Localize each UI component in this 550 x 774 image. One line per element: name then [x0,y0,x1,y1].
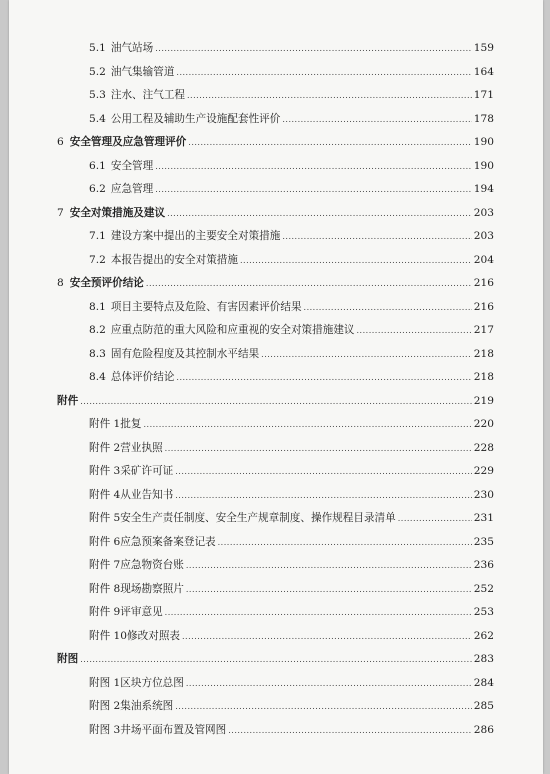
toc-entry-page-number: 190 [473,159,494,172]
dot-leader [282,115,471,124]
toc-entry-title: 采矿许可证 [120,465,174,477]
toc-entry-page-number: 285 [473,700,494,712]
toc-entry-label [89,675,184,690]
toc-entry-number: 6 [57,136,64,148]
toc-entry[interactable] [57,111,494,135]
toc-entry-title: 安全预评价结论 [69,277,144,289]
dot-leader [175,491,472,500]
toc-entry-number: 附件 10 [89,629,128,642]
toc-entry[interactable] [57,463,494,487]
dot-leader [165,444,472,453]
toc-entry-page-number: 284 [473,676,494,689]
toc-entry-label [89,581,184,596]
toc-entry-number: 附件 6 [89,535,121,548]
toc-entry-label [89,64,174,79]
toc-entry-number: 8.3 [89,347,106,360]
dot-leader [175,467,472,476]
toc-entry[interactable] [57,698,494,722]
dot-leader [155,185,472,194]
dot-leader [155,162,472,171]
dot-leader [186,679,472,688]
toc-entry-title: 安全生产责任制度、安全生产规章制度、操作规程目录清单 [120,512,396,524]
toc-entry-page-number: 164 [473,65,494,78]
table-of-contents [57,40,494,745]
toc-entry[interactable] [57,651,494,675]
toc-entry[interactable] [57,534,494,558]
toc-entry-title: 安全管理 [110,159,154,172]
dot-leader [186,585,472,594]
dot-leader [143,420,471,429]
toc-entry-title: 从业告知书 [120,488,174,501]
dot-leader [261,350,472,359]
toc-entry-title: 应急预案备案登记表 [120,535,216,548]
toc-entry-label [89,369,174,384]
toc-entry-number: 附件 5 [89,512,121,524]
toc-entry-label [89,487,173,502]
dot-leader [398,514,472,523]
toc-entry-label [89,628,180,643]
toc-entry-title: 公用工程及辅助生产设施配套性评价 [110,112,281,125]
toc-entry[interactable] [57,252,494,276]
toc-entry-title: 安全管理及应急管理评价 [69,136,187,148]
toc-entry-title: 评审意见 [120,606,163,618]
toc-entry-number: 5.1 [89,42,106,54]
dot-leader [357,326,472,335]
toc-entry[interactable] [57,722,494,746]
toc-entry-label [89,322,355,337]
toc-entry-label [89,416,141,431]
dot-leader [175,702,472,711]
toc-entry-page-number: 194 [473,183,494,195]
toc-entry-number: 7 [57,206,64,219]
toc-entry-page-number: 216 [473,300,494,313]
toc-entry-title: 建设方案中提出的主要安全对策措施 [110,230,281,242]
toc-entry-number: 8 [57,277,64,289]
toc-entry-label [89,40,153,55]
dot-leader [80,397,472,406]
toc-entry-title: 应急管理 [110,183,154,195]
toc-entry-number: 8.1 [89,300,106,313]
toc-entry-title: 修改对照表 [127,629,181,642]
dot-leader [182,632,472,641]
toc-entry-number: 附图 3 [89,723,121,736]
toc-entry-page-number: 231 [473,512,494,524]
dot-leader [80,655,472,664]
toc-entry-page-number: 219 [473,394,494,407]
toc-entry[interactable] [57,40,494,64]
toc-entry-label [89,440,163,455]
toc-entry-page-number: 228 [473,441,494,454]
toc-entry-title: 附图 [57,653,79,665]
toc-entry-title: 区块方位总图 [120,676,184,689]
toc-entry-page-number: 252 [473,582,494,595]
toc-entry[interactable] [57,581,494,605]
toc-entry-number: 7.1 [89,230,106,242]
toc-entry-label [89,698,173,713]
dot-leader [218,538,472,547]
toc-entry-page-number: 283 [473,653,494,665]
toc-entry-number: 附件 7 [89,559,121,571]
toc-entry-label [89,534,216,549]
toc-entry-page-number: 178 [473,112,494,125]
toc-entry-title: 批复 [120,418,142,430]
toc-entry-page-number: 218 [473,371,494,383]
toc-entry[interactable] [57,393,494,417]
toc-entry-page-number: 171 [473,89,494,101]
toc-entry-label [89,604,163,619]
toc-entry-label [89,722,226,737]
toc-entry-page-number: 218 [473,347,494,360]
toc-entry-number: 5.3 [89,89,106,101]
toc-entry-page-number: 286 [473,723,494,736]
toc-entry[interactable] [57,369,494,393]
toc-entry-label [89,87,185,102]
toc-entry-number: 附件 3 [89,465,121,477]
toc-entry-title: 应急物资台账 [120,559,184,571]
toc-entry[interactable] [57,604,494,628]
toc-entry-number: 6.2 [89,183,106,195]
toc-entry-number: 6.1 [89,159,106,172]
toc-entry-page-number: 216 [473,277,494,289]
dot-leader [240,256,472,265]
toc-entry[interactable] [57,228,494,252]
toc-entry-number: 附件 4 [89,488,121,501]
dot-leader [155,44,472,53]
toc-entry-label [89,557,184,572]
document-page [9,0,543,774]
toc-entry-title: 集油系统图 [120,700,174,712]
toc-entry-number: 附图 2 [89,700,121,712]
toc-entry-label [89,463,173,478]
toc-entry-label [89,346,259,361]
toc-entry-title: 现场勘察照片 [120,582,184,595]
dot-leader [186,561,472,570]
toc-entry-page-number: 203 [473,206,494,219]
toc-entry-label [89,158,153,173]
toc-entry-page-number: 217 [473,324,494,336]
toc-entry-title: 总体评价结论 [110,371,175,383]
toc-entry-title: 井场平面布置及管网图 [120,723,227,736]
toc-entry-number: 附件 9 [89,606,121,618]
toc-entry-label [89,510,396,525]
toc-entry-label [57,393,78,408]
toc-entry-label [57,134,186,149]
toc-entry-label [89,299,302,314]
toc-entry-page-number: 159 [473,42,494,54]
toc-entry[interactable] [57,487,494,511]
toc-entry[interactable] [57,299,494,323]
toc-entry-number: 8.2 [89,324,106,336]
toc-entry-title: 固有危险程度及其控制水平结果 [110,347,260,360]
toc-entry-title: 油气集输管道 [110,65,175,78]
dot-leader [188,138,471,147]
toc-entry-title: 营业执照 [120,441,163,454]
dot-leader [146,279,472,288]
toc-entry-title: 本报告提出的安全对策措施 [110,253,238,266]
toc-entry-label [89,111,280,126]
toc-entry[interactable] [57,205,494,229]
toc-entry-page-number: 262 [473,629,494,642]
toc-entry-number: 7.2 [89,253,106,266]
toc-entry[interactable] [57,628,494,652]
toc-entry-number: 附图 1 [89,676,121,689]
dot-leader [165,608,472,617]
toc-entry-label [57,651,78,666]
toc-entry-page-number: 235 [473,535,494,548]
toc-entry-page-number: 204 [473,253,494,266]
toc-entry[interactable] [57,322,494,346]
toc-entry-page-number: 236 [473,559,494,571]
toc-entry-number: 附件 1 [89,418,121,430]
toc-entry-number: 8.4 [89,371,106,383]
toc-entry-label [57,205,165,220]
toc-entry[interactable] [57,510,494,534]
toc-entry-title: 油气站场 [110,42,154,54]
toc-entry[interactable] [57,346,494,370]
toc-entry-page-number: 229 [473,465,494,477]
toc-entry-title: 注水、注气工程 [110,89,186,101]
toc-entry-number: 附件 2 [89,441,121,454]
toc-entry-label [89,228,280,243]
toc-entry[interactable] [57,675,494,699]
toc-entry-title: 项目主要特点及危险、有害因素评价结果 [110,300,302,313]
toc-entry[interactable] [57,134,494,158]
dot-leader [228,726,472,735]
toc-entry-title: 附件 [57,394,79,407]
toc-entry[interactable] [57,64,494,88]
toc-entry-title: 安全对策措施及建议 [69,206,166,219]
dot-leader [176,373,471,382]
dot-leader [187,91,472,100]
toc-entry-label [89,181,153,196]
toc-entry[interactable] [57,416,494,440]
dot-leader [167,209,472,218]
toc-entry-label [57,275,144,290]
toc-entry[interactable] [57,440,494,464]
dot-leader [304,303,472,312]
toc-entry-page-number: 203 [473,230,494,242]
dot-leader [176,68,471,77]
toc-entry-title: 应重点防范的重大风险和应重视的安全对策措施建议 [110,324,355,336]
toc-entry-number: 5.4 [89,112,106,125]
toc-entry-page-number: 230 [473,488,494,501]
toc-entry-page-number: 190 [473,136,494,148]
toc-entry-page-number: 253 [473,606,494,618]
toc-entry[interactable] [57,158,494,182]
toc-entry[interactable] [57,275,494,299]
toc-entry-number: 5.2 [89,65,106,78]
toc-entry-number: 附件 8 [89,582,121,595]
toc-entry-label [89,252,238,267]
toc-entry[interactable] [57,181,494,205]
toc-entry[interactable] [57,557,494,581]
toc-entry-page-number: 220 [473,418,494,430]
toc-entry[interactable] [57,87,494,111]
dot-leader [282,232,471,241]
